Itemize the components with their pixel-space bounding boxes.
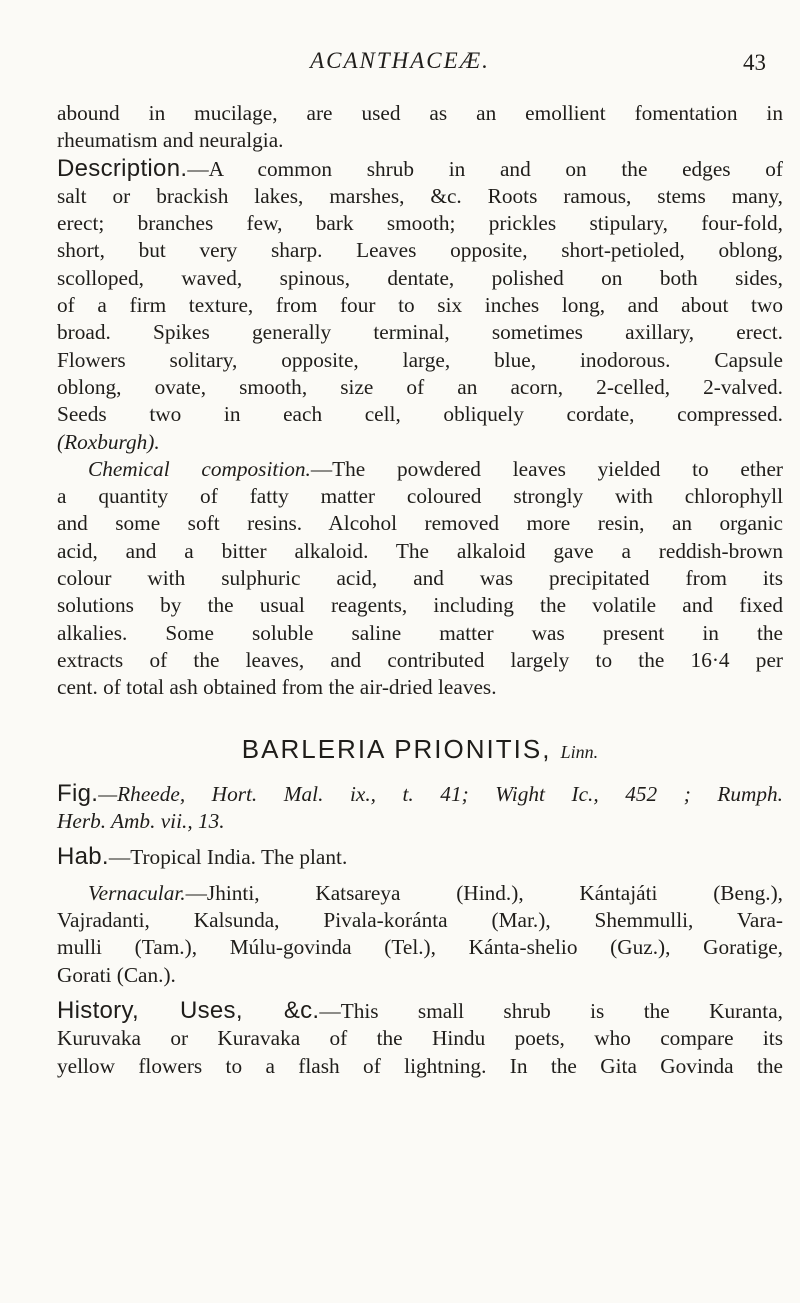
chemical-label: Chemical composition. [88,456,311,481]
text-span: —A common shrub in and on the edges of [187,156,783,181]
vernacular-section [57,880,783,989]
vernacular-label: Vernacular. [88,880,186,905]
hab-text: —Tropical India. The plant. [108,845,348,870]
running-head-title: ACANTHACEÆ. [310,48,490,73]
text-line: colour with sulphuric acid, and was precipitated from its [57,566,783,591]
text-line: oblong, ovate, smooth, size of an acorn, 2-celled, 2-valved. [57,374,783,399]
fig-references: —Rheede, Hort. Mal. ix., t. 41; Wight Ic., 452 ; Rumph. [98,781,783,806]
fig-section [57,780,783,836]
text-line: Herb. Amb. vii., 13. [57,809,225,834]
body-text [57,100,783,1080]
text-line [57,780,783,808]
text-line [57,843,783,871]
text-line: erect; branches few, bark smooth; prickles stipulary, four-fold, [57,211,783,236]
text-line: a quantity of fatty matter coloured strongly with chlorophyll [57,484,783,509]
text-line: cent. of total ash obtained from the air-dried leaves. [57,675,497,700]
species-title [57,733,783,766]
text-span: —This small shrub is the Kuranta, [319,998,783,1023]
description-section [57,155,783,456]
text-line: salt or brackish lakes, marshes, &c. Roots ramous, stems many, [57,183,783,208]
text-line: solutions by the usual reagents, including the volatile and fixed [57,593,783,618]
text-line: yellow flowers to a flash of lightning. In the Gita Govinda the [57,1053,783,1078]
paragraph-continuation [57,100,783,155]
text-line: Gorati (Can.). [57,962,176,987]
text-line: Vajradanti, Kalsunda, Pivala-koránta (Mar.), Shemmulli, Vara- [57,908,783,933]
citation: (Roxburgh). [57,429,160,454]
fig-heading: Fig. [57,779,99,807]
text-span: —The powdered leaves yielded to ether [310,456,783,481]
text-line: abound in mucilage, are used as an emollient fomentation in [57,101,783,125]
text-line: scolloped, waved, spinous, dentate, polished on both sides, [57,265,783,290]
running-head [0,48,800,84]
hab-heading: Hab. [57,843,109,871]
text-line: mulli (Tam.), Múlu-govinda (Tel.), Kánta-shelio (Guz.), Goratige, [57,935,783,960]
chemical-composition-section [57,456,783,702]
species-authority: Linn. [560,741,599,762]
text-line [57,880,783,907]
text-line: rheumatism and neuralgia. [57,128,284,153]
text-line: extracts of the leaves, and contributed largely to the 16·4 per [57,647,783,672]
page-number: 43 [743,50,766,75]
text-line: acid, and a bitter alkaloid. The alkaloid gave a reddish-brown [57,538,783,563]
text-line [57,997,783,1025]
hab-section [57,843,783,871]
history-heading: History, Uses, &c. [57,996,320,1024]
text-span: —Jhinti, Katsareya (Hind.), Kántajáti (Beng.), [185,880,783,905]
text-line: broad. Spikes generally terminal, sometimes axillary, erect. [57,320,783,345]
text-line: of a firm texture, from four to six inches long, and about two [57,293,783,318]
description-heading: Description. [57,154,188,182]
text-line: Kuruvaka or Kuravaka of the Hindu poets, who compare its [57,1026,783,1051]
history-section [57,997,783,1080]
text-line: alkalies. Some soluble saline matter was present in the [57,620,783,645]
text-line: and some soft resins. Alcohol removed more resin, an organic [57,511,783,536]
species-name: BARLERIA PRIONITIS, [241,733,552,764]
text-line: Seeds two in each cell, obliquely cordate, compressed. [57,402,783,427]
text-line [57,456,783,483]
text-line: Flowers solitary, opposite, large, blue, inodorous. Capsule [57,347,783,372]
text-line: short, but very sharp. Leaves opposite, short-petioled, oblong, [57,238,783,263]
text-line [57,155,783,183]
